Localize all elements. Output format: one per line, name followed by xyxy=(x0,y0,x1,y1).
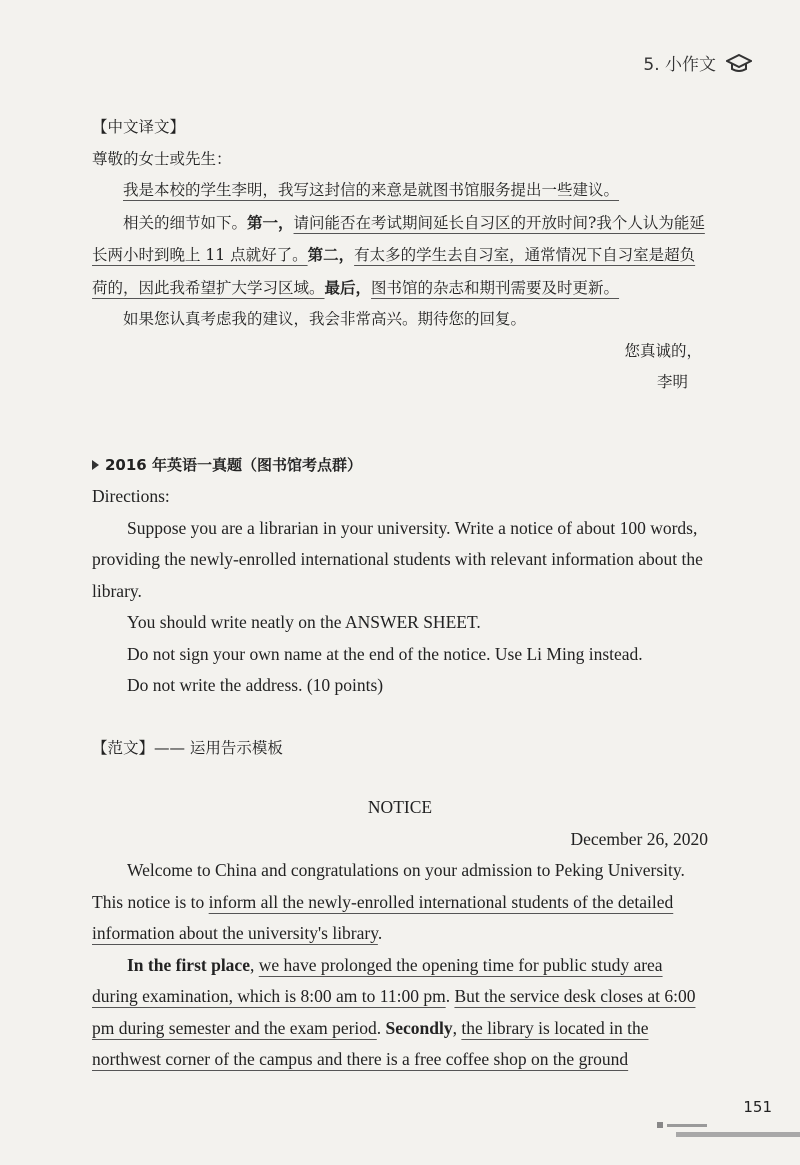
exam-title: 2016 年英语一真题（图书馆考点群） xyxy=(92,454,708,475)
model-heading: 【范文】—— 运用告示模板 xyxy=(92,739,283,757)
translation-paragraph-2: 相关的细节如下。第一，请问能否在考试期间延长自习区的开放时间?我个人认为能延长两小时到晚上 11 点就好了。第二，有太多的学生去自习室，通常情况下自习室是超负荷的，因此我希望扩大学习区域。最后，图书馆的杂志和期刊需要及时更新。 xyxy=(92,212,705,297)
directions-2: You should write neatly on the ANSWER SHEET. xyxy=(127,612,481,632)
translation-heading: 【中文译文】 xyxy=(92,118,186,136)
graduation-cap-icon xyxy=(726,53,752,73)
page-number: 151 xyxy=(743,1098,772,1116)
footer-bar xyxy=(676,1132,800,1137)
chapter-title: 5. 小作文 xyxy=(643,55,716,75)
translation-paragraph-3: 如果您认真考虑我的建议，我会非常高兴。期待您的回复。 xyxy=(123,310,527,328)
notice-date: December 26, 2020 xyxy=(570,828,708,849)
notice-paragraph-1: Welcome to China and congratulations on your admission to Peking University. This notice is to inform all the newly-enrolled international students of the detailed information about the university's library. xyxy=(92,860,685,943)
translation-section xyxy=(92,112,708,399)
directions-3: Do not sign your own name at the end of the notice. Use Li Ming instead. xyxy=(127,643,643,664)
translation-paragraph-1: 我是本校的学生李明，我写这封信的来意是就图书馆服务提出一些建议。 xyxy=(123,181,620,199)
triangle-bullet-icon xyxy=(92,460,99,470)
translation-salutation: 尊敬的女士或先生： xyxy=(92,149,232,168)
notice-title: NOTICE xyxy=(367,797,433,817)
translation-signature: 李明 xyxy=(656,373,688,391)
directions-label: Directions: xyxy=(92,486,170,506)
model-essay xyxy=(92,792,708,1076)
directions-4: Do not write the address. (10 points) xyxy=(127,675,384,695)
notice-paragraph-2: In the first place, we have prolonged the opening time for public study area during examination, which is 8:00 am to 11:00 pm. But the service desk closes at 6:00 pm during semester and the exam period. Secondly, the library is located in the northwest corner of the campus and there is a free coffee shop on the ground xyxy=(92,954,696,1069)
chapter-header xyxy=(643,50,752,75)
translation-closing: 您真诚的， xyxy=(624,341,702,360)
footer-decoration xyxy=(657,1122,707,1128)
directions-1: Suppose you are a librarian in your university. Write a notice of about 100 words, providing the newly-enrolled international students with relevant information about the library. xyxy=(92,517,703,601)
exam-directions xyxy=(92,481,708,702)
